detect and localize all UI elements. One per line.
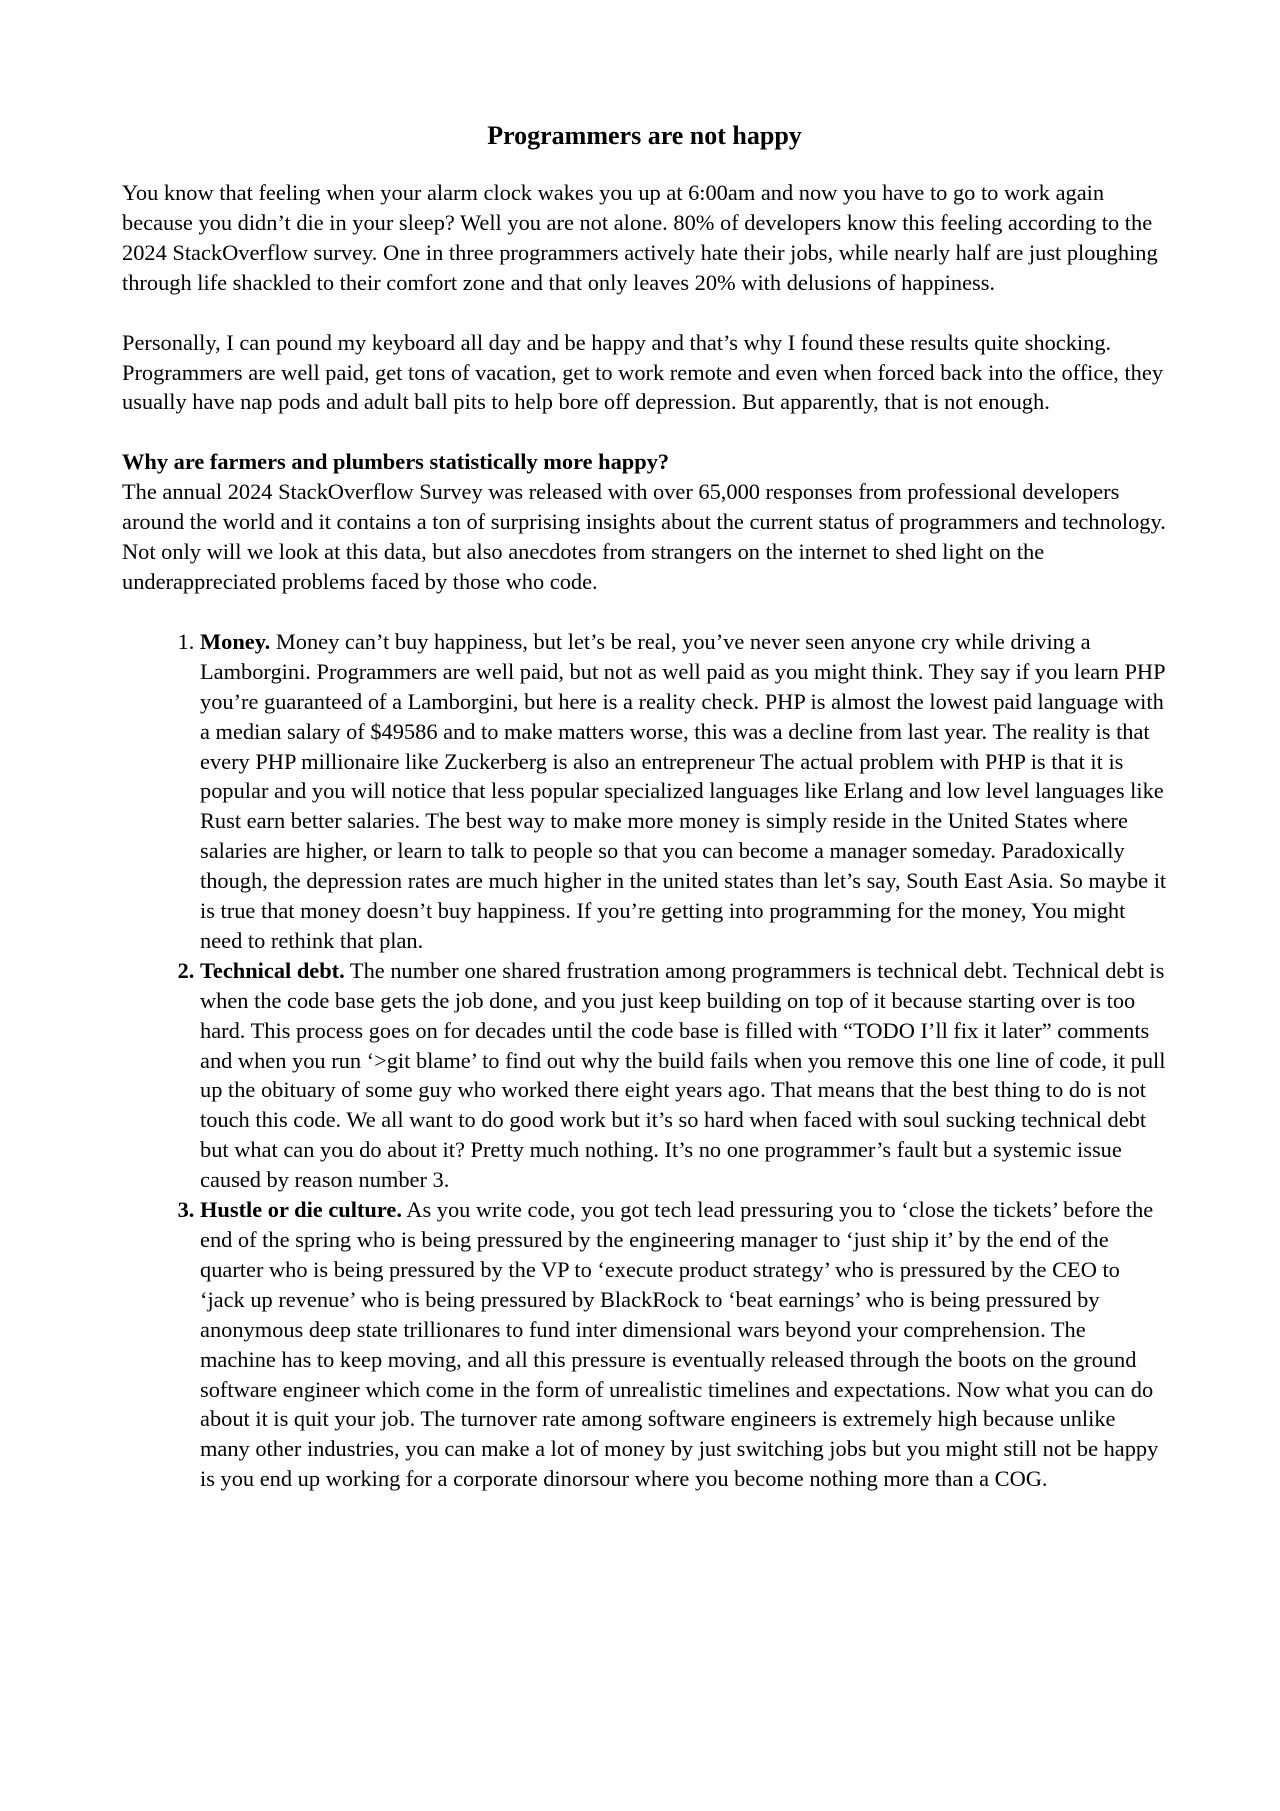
reason-text-technical-debt: The number one shared frustration among programmers is technical debt. Technical debt is when the code base gets the job done, and you just keep building on top of it because starting over is too hard. This process goes on for decades until the code base is filled with “TODO I’ll fix it later” comments and when you run ‘>git blame’ to find out why the build fails when you remove this one line of code, it pull up the obituary of some guy who worked there eight years ago. That means that the best thing to do is not touch this code. We all want to do good work but it’s so hard when faced with soul sucking technical debt but what can you do about it? Pretty much nothing. It’s no one programmer’s fault but a systemic issue caused by reason number 3.: [200, 957, 1166, 1193]
reason-title-technical-debt: Technical debt.: [200, 957, 345, 983]
intro-paragraph-1: You know that feeling when your alarm clock wakes you up at 6:00am and now you have to go to work again because you didn’t die in your sleep? Well you are not alone. 80% of developers know this feeling according to the 2024 StackOverflow survey. One in three programmers actively hate their jobs, while nearly half are just ploughing through life shackled to their comfort zone and that only leaves 20% with delusions of happiness.: [122, 180, 1158, 295]
section-paragraph: The annual 2024 StackOverflow Survey was released with over 65,000 responses from professional developers around the world and it contains a ton of surprising insights about the current status of programmers and technology. Not only will we look at this data, but also anecdotes from strangers on the internet to shed light on the underappreciated problems faced by those who code.: [122, 479, 1166, 594]
intro-paragraph-2: Personally, I can pound my keyboard all day and be happy and that’s why I found these results quite shocking. Programmers are well paid, get tons of vacation, get to work remote and even when forced back into the office, they usually have nap pods and adult ball pits to help bore off depression. But apparently, that is not enough.: [122, 329, 1164, 415]
document-page: [122, 120, 1167, 1494]
list-item: [200, 956, 1167, 1195]
reasons-list: [122, 627, 1167, 1494]
section-heading: Why are farmers and plumbers statistically more happy?: [122, 449, 670, 475]
reason-title-money: Money.: [200, 628, 271, 654]
reason-text-hustle-culture: As you write code, you got tech lead pressuring you to ‘close the tickets’ before the end of the spring who is being pressured by the engineering manager to ‘just ship it’ by the end of the quarter who is being pressured by the VP to ‘execute product strategy’ who is pressured by the CEO to ‘jack up revenue’ who is being pressured by BlackRock to ‘beat earnings’ who is being pressured by anonymous deep state trillionares to fund inter dimensional wars beyond your comprehension. The machine has to keep moving, and all this pressure is eventually released through the boots on the ground software engineer which come in the form of unrealistic timelines and expectations. Now what you can do about it is quit your job. The turnover rate among software engineers is extremely high because unlike many other industries, you can make a lot of money by just switching jobs but you might still not be happy is you end up working for a corporate dinorsour where you become nothing more than a COG.: [200, 1197, 1159, 1492]
list-item: [200, 1195, 1167, 1494]
list-item: [200, 627, 1167, 956]
document-title: Programmers are not happy: [487, 121, 802, 150]
reason-title-hustle-culture: Hustle or die culture.: [200, 1197, 402, 1223]
reason-text-money: Money can’t buy happiness, but let’s be real, you’ve never seen anyone cry while driving a Lamborgini. Programmers are well paid, but not as well paid as you might think. They say if you learn PHP you’re guaranteed of a Lamborgini, but here is a reality check. PHP is almost the lowest paid language with a median salary of $49586 and to make matters worse, this was a decline from last year. The reality is that every PHP millionaire like Zuckerberg is also an entrepreneur The actual problem with PHP is that it is popular and you will notice that less popular specialized languages like Erlang and low level languages like Rust earn better salaries. The best way to make more money is simply reside in the United States where salaries are higher, or learn to talk to people so that you can become a manager someday. Paradoxically though, the depression rates are much higher in the united states than let’s say, South East Asia. So maybe it is true that money doesn’t buy happiness. If you’re getting into programming for the money, You might need to rethink that plan.: [200, 628, 1167, 953]
